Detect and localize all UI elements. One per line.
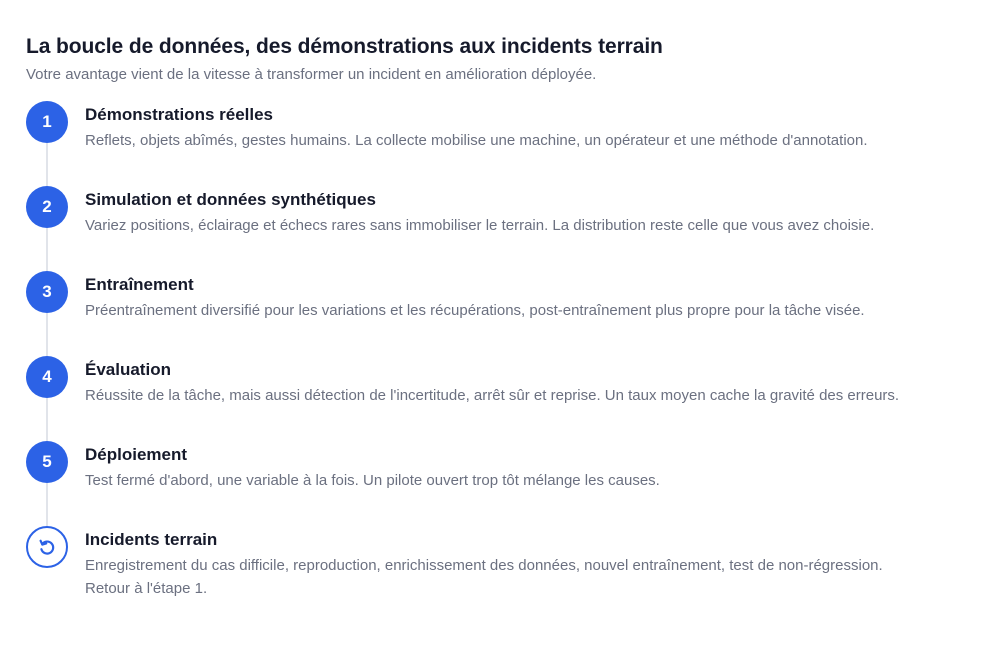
step-title: Entraînement xyxy=(85,275,194,294)
step-title: Évaluation xyxy=(85,360,171,379)
step-body xyxy=(85,186,874,237)
step-marker-column xyxy=(26,356,68,398)
loop-arrow-glyph xyxy=(37,537,57,557)
step-number-badge: 4 xyxy=(26,356,68,398)
connector-line xyxy=(46,228,48,271)
step-marker-column xyxy=(26,271,68,313)
step-title: Déploiement xyxy=(85,445,188,464)
step-title: Incidents terrain xyxy=(85,530,218,549)
step-3 xyxy=(26,271,974,356)
step-description: Variez positions, éclairage et échecs rares sans immobiliser le terrain. La distribution reste celle que vous avez choisie. xyxy=(85,217,875,234)
step-description: Réussite de la tâche, mais aussi détection de l'incertitude, arrêt sûr et reprise. Un taux moyen cache la gravité des erreurs. xyxy=(85,387,900,404)
step-incidents xyxy=(26,526,974,600)
step-2 xyxy=(26,186,974,271)
step-list xyxy=(26,101,974,600)
step-body xyxy=(85,441,660,492)
step-number-badge: 5 xyxy=(26,441,68,483)
step-marker-column xyxy=(26,526,68,568)
connector-line xyxy=(46,398,48,441)
step-number-badge: 2 xyxy=(26,186,68,228)
step-1 xyxy=(26,101,974,186)
step-4 xyxy=(26,356,974,441)
step-body xyxy=(85,356,899,407)
step-description: Préentraînement diversifié pour les variations et les récupérations, post-entraînement plus propre pour la tâche visée. xyxy=(85,302,865,319)
step-5 xyxy=(26,441,974,526)
connector-line xyxy=(46,143,48,186)
step-marker-column xyxy=(26,101,68,143)
connector-line xyxy=(46,483,48,526)
step-description: Test fermé d'abord, une variable à la fois. Un pilote ouvert trop tôt mélange les causes. xyxy=(85,472,660,489)
step-body xyxy=(85,101,868,152)
step-body xyxy=(85,271,865,322)
step-number-badge: 3 xyxy=(26,271,68,313)
step-marker-column xyxy=(26,186,68,228)
connector-line xyxy=(46,313,48,356)
page-subtitle: Votre avantage vient de la vitesse à transformer un incident en amélioration déployée. xyxy=(26,66,597,83)
loop-arrow-icon xyxy=(26,526,68,568)
step-number-badge: 1 xyxy=(26,101,68,143)
page-title: La boucle de données, des démonstrations aux incidents terrain xyxy=(26,35,663,58)
step-description-line: Retour à l'étape 1. xyxy=(85,580,208,597)
step-title: Simulation et données synthétiques xyxy=(85,190,376,209)
step-description: Reflets, objets abîmés, gestes humains. La collecte mobilise une machine, un opérateur et une méthode d'annotation. xyxy=(85,132,868,149)
step-title: Démonstrations réelles xyxy=(85,105,274,124)
step-body xyxy=(85,526,883,600)
step-description xyxy=(85,554,883,600)
step-marker-column xyxy=(26,441,68,483)
step-description-line: Enregistrement du cas difficile, reproduction, enrichissement des données, nouvel entraînement, test de non-régression. xyxy=(85,557,883,574)
